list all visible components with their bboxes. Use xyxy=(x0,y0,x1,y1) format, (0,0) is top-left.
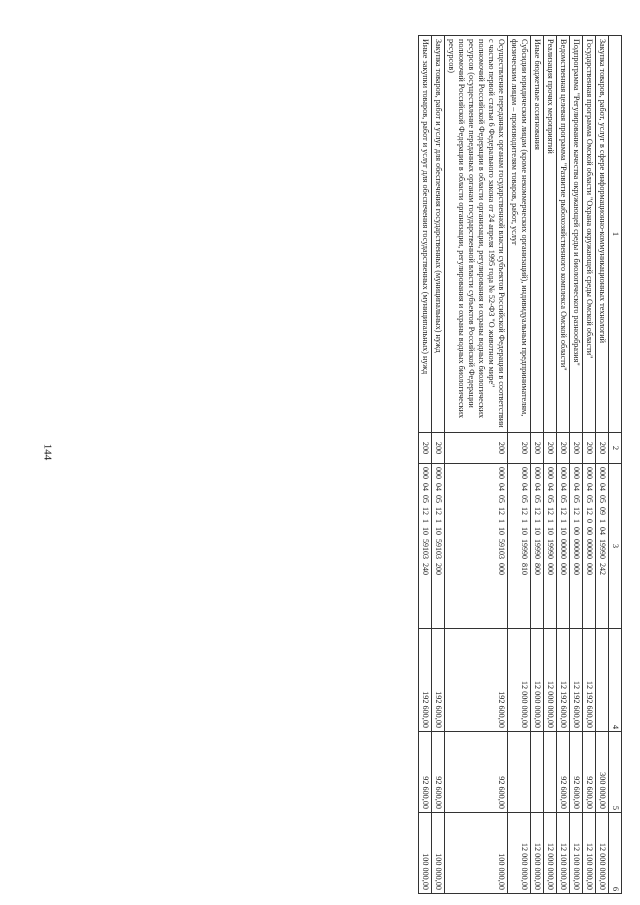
code-part: 000 xyxy=(571,563,581,575)
table-row xyxy=(530,36,543,894)
row-name: Закупка товаров, работ и услуг для обеспечения государственных (муниципальных) нужд xyxy=(431,36,444,433)
header-row xyxy=(608,36,621,894)
code-part: 1 xyxy=(519,519,529,523)
code-part: 1 xyxy=(558,519,568,523)
row-col-6: 12 100 000,00 xyxy=(569,813,582,894)
row-col-5: 300 000,00 xyxy=(595,732,608,813)
row-col-5 xyxy=(530,732,543,813)
code-part: 12 xyxy=(558,507,568,515)
row-col-2: 200 xyxy=(530,433,543,464)
code-part: 05 xyxy=(571,495,581,503)
row-col-2: 200 xyxy=(569,433,582,464)
code-part: 000 xyxy=(597,467,607,479)
code-part: 04 xyxy=(558,483,568,491)
code-part: 12 xyxy=(420,507,430,515)
code-part: 10 xyxy=(420,527,430,535)
code-part: 05 xyxy=(433,495,443,503)
row-col-2: 200 xyxy=(582,433,595,464)
code-part: 1 xyxy=(545,519,555,523)
code-part: 000 xyxy=(496,467,506,479)
code-part: 05 xyxy=(584,495,594,503)
budget-table-sheet xyxy=(72,35,622,891)
code-part: 00000 xyxy=(558,539,568,559)
code-part: 05 xyxy=(519,495,529,503)
code-part: 05 xyxy=(420,495,430,503)
code-part: 12 xyxy=(496,507,506,515)
row-code xyxy=(582,464,595,629)
code-part: 00 xyxy=(571,527,581,535)
code-part: 810 xyxy=(519,563,529,575)
code-part: 000 xyxy=(496,563,506,575)
code-part: 1 xyxy=(433,519,443,523)
code-part: 19990 xyxy=(597,539,607,559)
code-part: 000 xyxy=(545,563,555,575)
code-part: 10 xyxy=(532,527,542,535)
code-part: 0 xyxy=(584,519,594,523)
row-col-2: 200 xyxy=(543,433,556,464)
code-part: 800 xyxy=(532,563,542,575)
table-row xyxy=(556,36,569,894)
row-code xyxy=(569,464,582,629)
row-name: Ведомственная целевая программа "Развитие рыбохозяйственного комплекса Омской области" xyxy=(556,36,569,433)
code-part: 000 xyxy=(558,563,568,575)
code-part: 04 xyxy=(420,483,430,491)
row-col-4: 12 192 600,00 xyxy=(582,629,595,732)
code-part: 12 xyxy=(584,507,594,515)
table-row xyxy=(444,36,507,894)
code-part: 00000 xyxy=(571,539,581,559)
page-number: 144 xyxy=(41,443,54,461)
row-code xyxy=(418,464,431,629)
row-col-2: 200 xyxy=(444,433,507,464)
table-row xyxy=(507,36,530,894)
code-part: 000 xyxy=(571,467,581,479)
row-name: Государственная программа Омской области "Охрана окружающей среды Омской области" xyxy=(582,36,595,433)
table-row xyxy=(569,36,582,894)
code-part: 59103 xyxy=(496,539,506,559)
code-part: 10 xyxy=(558,527,568,535)
row-col-4: 192 600,00 xyxy=(444,629,507,732)
row-col-6: 12 100 000,00 xyxy=(582,813,595,894)
row-col-6: 100 000,00 xyxy=(444,813,507,894)
row-col-4: 12 000 000,00 xyxy=(507,629,530,732)
header-col-1: 1 xyxy=(608,36,621,433)
table-row xyxy=(595,36,608,894)
code-part: 04 xyxy=(545,483,555,491)
row-col-5: 92 600,00 xyxy=(582,732,595,813)
code-part: 04 xyxy=(584,483,594,491)
row-col-2: 200 xyxy=(507,433,530,464)
table-row xyxy=(543,36,556,894)
code-part: 04 xyxy=(532,483,542,491)
code-part: 000 xyxy=(558,467,568,479)
code-part: 12 xyxy=(532,507,542,515)
table-row xyxy=(418,36,431,894)
row-col-4: 192 600,00 xyxy=(418,629,431,732)
rotated-table-wrapper xyxy=(72,35,622,891)
table-row xyxy=(582,36,595,894)
code-part: 000 xyxy=(584,563,594,575)
code-part: 04 xyxy=(597,483,607,491)
row-col-2: 200 xyxy=(595,433,608,464)
row-code xyxy=(530,464,543,629)
row-name: Иные закупки товаров, работ и услуг для обеспечения государственных (муниципальных) нужд xyxy=(418,36,431,433)
code-part: 04 xyxy=(496,483,506,491)
row-col-4: 12 192 600,00 xyxy=(556,629,569,732)
row-code xyxy=(543,464,556,629)
code-part: 19990 xyxy=(532,539,542,559)
row-col-2: 200 xyxy=(431,433,444,464)
code-part: 00 xyxy=(584,527,594,535)
row-col-5 xyxy=(507,732,530,813)
code-part: 09 xyxy=(597,507,607,515)
code-part: 04 xyxy=(433,483,443,491)
header-col-5: 5 xyxy=(608,732,621,813)
row-col-5: 92 600,00 xyxy=(418,732,431,813)
row-col-6: 100 000,00 xyxy=(431,813,444,894)
code-part: 1 xyxy=(597,519,607,523)
code-part: 1 xyxy=(496,519,506,523)
row-col-4: 192 600,00 xyxy=(431,629,444,732)
code-part: 05 xyxy=(558,495,568,503)
code-part: 04 xyxy=(519,483,529,491)
row-col-4: 12 000 000,00 xyxy=(530,629,543,732)
code-part: 10 xyxy=(496,527,506,535)
row-code xyxy=(595,464,608,629)
row-col-6: 12 100 000,00 xyxy=(556,813,569,894)
code-part: 1 xyxy=(420,519,430,523)
code-part: 000 xyxy=(420,467,430,479)
code-part: 19990 xyxy=(519,539,529,559)
code-part: 000 xyxy=(545,467,555,479)
code-part: 1 xyxy=(571,519,581,523)
table-row xyxy=(431,36,444,894)
code-part: 05 xyxy=(545,495,555,503)
row-code xyxy=(556,464,569,629)
row-col-4: 12 000 000,00 xyxy=(543,629,556,732)
row-col-4: 12 192 600,00 xyxy=(569,629,582,732)
row-col-6: 12 000 000,00 xyxy=(507,813,530,894)
row-code xyxy=(507,464,530,629)
row-col-6: 12 000 000,00 xyxy=(595,813,608,894)
row-name: Подпрограмма "Регулирование качества окружающей среды и биологического разнообразия" xyxy=(569,36,582,433)
header-col-4: 4 xyxy=(608,629,621,732)
row-name: Осуществление переданных органам государственной власти субъектов Российской Федерации в соответствии с частью первой статьи 6 Федерального закона от 24 апреля 1995 года № 52-ФЗ "О животном мире" полномочий Российской Федерации в области организации, регулирования и охраны водных биологических ресурсов (осуществление переданных органам государственной власти субъектов Российской Федерации полномочий Российской Федерации в области организации, регулирования и охраны водных биологических ресурсов) xyxy=(444,36,507,433)
row-name: Иные бюджетные ассигнования xyxy=(530,36,543,433)
code-part: 05 xyxy=(532,495,542,503)
row-name: Закупка товаров, работ, услуг в сфере информационно-коммуникационных технологий xyxy=(595,36,608,433)
code-part: 000 xyxy=(532,467,542,479)
code-part: 04 xyxy=(597,527,607,535)
row-col-2: 200 xyxy=(418,433,431,464)
row-col-5: 92 600,00 xyxy=(444,732,507,813)
code-part: 000 xyxy=(584,467,594,479)
code-part: 240 xyxy=(420,563,430,575)
row-col-6: 12 000 000,00 xyxy=(543,813,556,894)
code-part: 1 xyxy=(532,519,542,523)
code-part: 05 xyxy=(597,495,607,503)
row-col-6: 12 000 000,00 xyxy=(530,813,543,894)
code-part: 05 xyxy=(496,495,506,503)
code-part: 10 xyxy=(433,527,443,535)
row-code xyxy=(444,464,507,629)
code-part: 00000 xyxy=(584,539,594,559)
code-part: 000 xyxy=(433,467,443,479)
code-part: 12 xyxy=(433,507,443,515)
budget-table xyxy=(418,35,622,894)
code-part: 04 xyxy=(571,483,581,491)
code-part: 12 xyxy=(545,507,555,515)
row-col-6: 100 000,00 xyxy=(418,813,431,894)
row-col-5: 92 600,00 xyxy=(431,732,444,813)
code-part: 19990 xyxy=(545,539,555,559)
code-part: 242 xyxy=(597,563,607,575)
header-col-3: 3 xyxy=(608,464,621,629)
code-part: 10 xyxy=(519,527,529,535)
row-col-5: 92 600,00 xyxy=(569,732,582,813)
row-col-4 xyxy=(595,629,608,732)
row-col-2: 200 xyxy=(556,433,569,464)
code-part: 12 xyxy=(519,507,529,515)
header-col-2: 2 xyxy=(608,433,621,464)
header-col-6: 6 xyxy=(608,813,621,894)
code-part: 12 xyxy=(571,507,581,515)
row-code xyxy=(431,464,444,629)
row-col-5: 92 600,00 xyxy=(556,732,569,813)
code-part: 200 xyxy=(433,563,443,575)
row-name: Реализация прочих мероприятий xyxy=(543,36,556,433)
row-name: Субсидии юридическим лицам (кроме некоммерческих организаций), индивидуальным предпринимателям, физическим лицам – производителям товаров, работ, услуг xyxy=(507,36,530,433)
code-part: 000 xyxy=(519,467,529,479)
row-col-5 xyxy=(543,732,556,813)
code-part: 59103 xyxy=(420,539,430,559)
code-part: 59103 xyxy=(433,539,443,559)
code-part: 10 xyxy=(545,527,555,535)
